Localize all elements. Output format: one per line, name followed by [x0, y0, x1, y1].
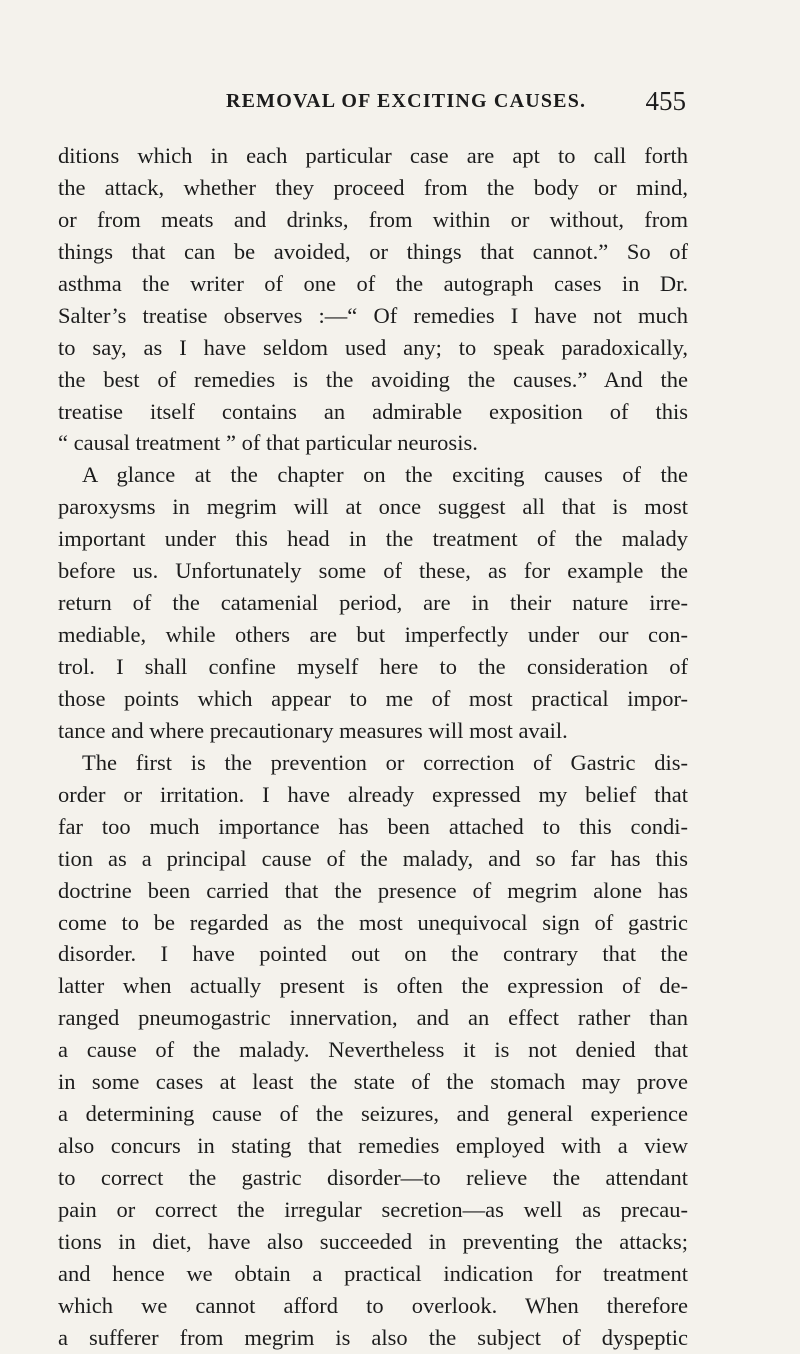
text-line: doctrine been carried that the presence of megrim alone has [58, 877, 688, 903]
text-line: order or irritation. I have already expressed my belief that [58, 781, 688, 807]
text-line: tion as a principal cause of the malady, and so far has this [58, 845, 688, 871]
text-line: treatise itself contains an admirable exposition of this [58, 398, 688, 424]
text-line: things that can be avoided, or things that cannot.” So of [58, 238, 688, 264]
text-line: to say, as I have seldom used any; to speak paradoxically, [58, 334, 688, 360]
text-line: ranged pneumogastric innervation, and an effect rather than [58, 1005, 688, 1031]
text-line: in some cases at least the state of the stomach may prove [58, 1069, 688, 1095]
text-line: the attack, whether they proceed from the body or mind, [58, 174, 688, 200]
text-line: tions in diet, have also succeeded in preventing the attacks; [58, 1228, 688, 1254]
text-line: far too much importance has been attached to this condi- [58, 813, 688, 839]
text-line: important under this head in the treatment of the malady [58, 526, 688, 552]
running-head [226, 86, 686, 120]
text-line: mediable, while others are but imperfectly under our con- [58, 622, 688, 648]
text-line: come to be regarded as the most unequivocal sign of gastric [58, 909, 688, 935]
text-line: Salter’s treatise observes :—“ Of remedies I have not much [58, 302, 688, 328]
text-line: pain or correct the irregular secretion—as well as precau- [58, 1196, 688, 1222]
text-line: a sufferer from megrim is also the subject of dyspeptic [58, 1324, 688, 1350]
text-line: latter when actually present is often the expression of de- [58, 973, 688, 999]
running-title: REMOVAL OF EXCITING CAUSES. [226, 90, 587, 112]
text-line: before us. Unfortunately some of these, as for example the [58, 558, 688, 584]
text-line: a determining cause of the seizures, and general experience [58, 1101, 688, 1127]
text-line: ditions which in each particular case are apt to call forth [58, 143, 688, 168]
text-line: paroxysms in megrim will at once suggest all that is most [58, 494, 688, 520]
text-line: “ causal treatment ” of that particular neurosis. [58, 430, 478, 456]
body-text [58, 140, 688, 1354]
text-line: asthma the writer of one of the autograph cases in Dr. [58, 270, 688, 296]
page-number: 455 [645, 86, 686, 116]
text-line: and hence we obtain a practical indication for treatment [58, 1260, 688, 1286]
text-line: a cause of the malady. Nevertheless it is not denied that [58, 1037, 688, 1063]
text-line: disorder. I have pointed out on the contrary that the [58, 941, 688, 967]
paragraph-start-line: A glance at the chapter on the exciting causes of the [82, 462, 688, 488]
paragraph-start-line: The first is the prevention or correction of Gastric dis- [82, 749, 688, 775]
text-line: to correct the gastric disorder—to relieve the attendant [58, 1165, 688, 1190]
text-line: return of the catamenial period, are in their nature irre- [58, 590, 688, 616]
text-line: also concurs in stating that remedies employed with a view [58, 1133, 688, 1159]
text-line: which we cannot afford to overlook. When therefore [58, 1292, 688, 1318]
text-line: or from meats and drinks, from within or without, from [58, 206, 688, 232]
text-line: the best of remedies is the avoiding the causes.” And the [58, 366, 688, 392]
text-line: those points which appear to me of most practical impor- [58, 685, 688, 711]
text-line: tance and where precautionary measures will most avail. [58, 717, 568, 743]
text-line: trol. I shall confine myself here to the consideration of [58, 654, 688, 679]
